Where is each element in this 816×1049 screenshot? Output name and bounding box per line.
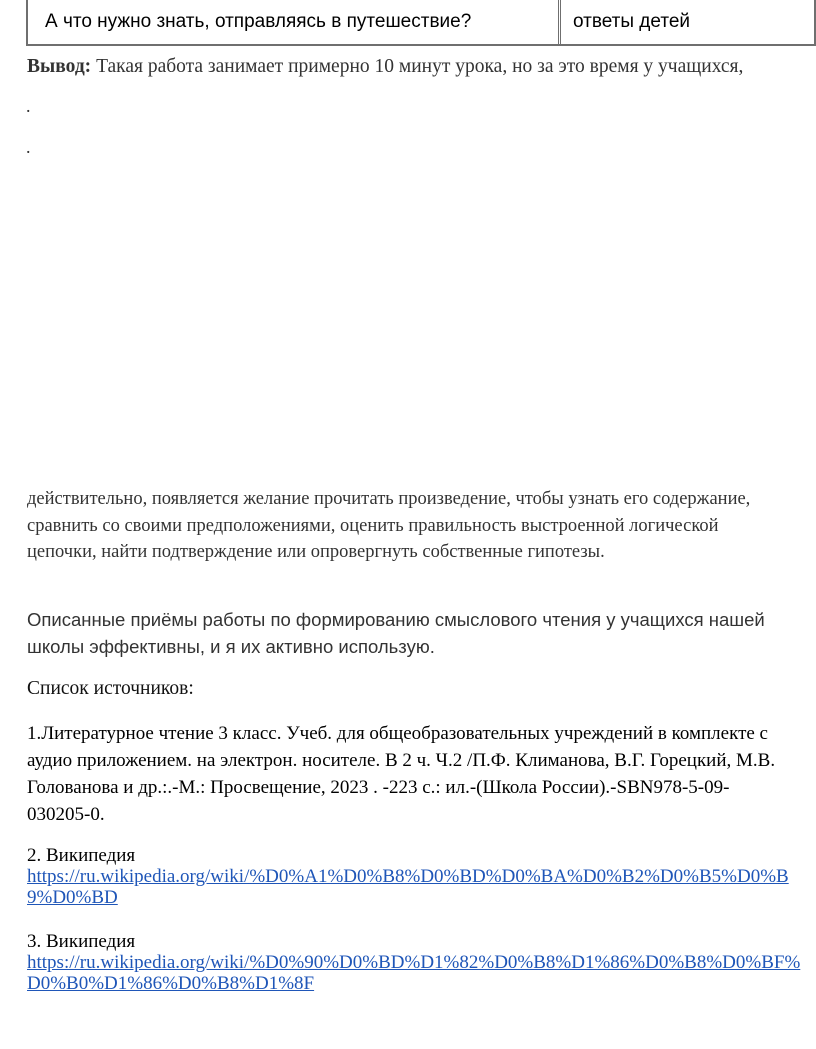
conclusion-text: Такая работа занимает примерно 10 минут урока, но за это время у учащихся, (91, 56, 744, 77)
answers-text: ответы детей (573, 11, 690, 32)
question-table (26, 0, 816, 46)
conclusion-label: Вывод: (27, 56, 92, 77)
paragraph-continuation: действительно, появляется желание прочитать произведение, чтобы узнать его содержание, сравнить со своими предположениями, оценить правильность выстроенной логической цепочки, найти подтверждение или опровергнуть собственные гипотезы. (27, 489, 751, 563)
source-item-2-link[interactable]: https://ru.wikipedia.org/wiki/%D0%A1%D0%B8%D0%BD%D0%BA%D0%B2%D0%B5%D0%B9%D0%BD (27, 866, 789, 908)
source-item-2-label: 2. Википедия (27, 845, 136, 866)
sources-heading: Список источников: (27, 678, 194, 699)
table-cell-answers (561, 0, 814, 44)
source-item-1: 1.Литературное чтение 3 класс. Учеб. для общеобразовательных учреждений в комплекте с аудио приложением. на электрон. носителе. В 2 ч. Ч.2 /П.Ф. Климанова, В.Г. Горецкий, М.В. Голованова и др.:.-М.: Просвещение, 2023 . -223 с.: ил.-(Школа России).-SBN978-5-09-030205-0. (27, 723, 776, 825)
source-item-3-label: 3. Википедия (27, 931, 136, 952)
paragraph-summary: Описанные приёмы работы по формированию смыслового чтения у учащихся нашей школы эффективны, и я их активно использую. (27, 609, 765, 657)
source-item-2 (27, 845, 807, 908)
source-item-3 (27, 931, 807, 994)
dot-marker-2: . (26, 137, 31, 157)
table-cell-question (28, 0, 561, 44)
source-item-3-link[interactable]: https://ru.wikipedia.org/wiki/%D0%90%D0%BD%D1%82%D0%B8%D1%86%D0%B8%D0%BF%D0%B0%D1%86%D0%B8%D1%8F (27, 952, 801, 994)
dot-marker-1: . (26, 96, 31, 116)
question-text: А что нужно знать, отправляясь в путешествие? (45, 11, 472, 32)
conclusion-line (27, 56, 743, 78)
